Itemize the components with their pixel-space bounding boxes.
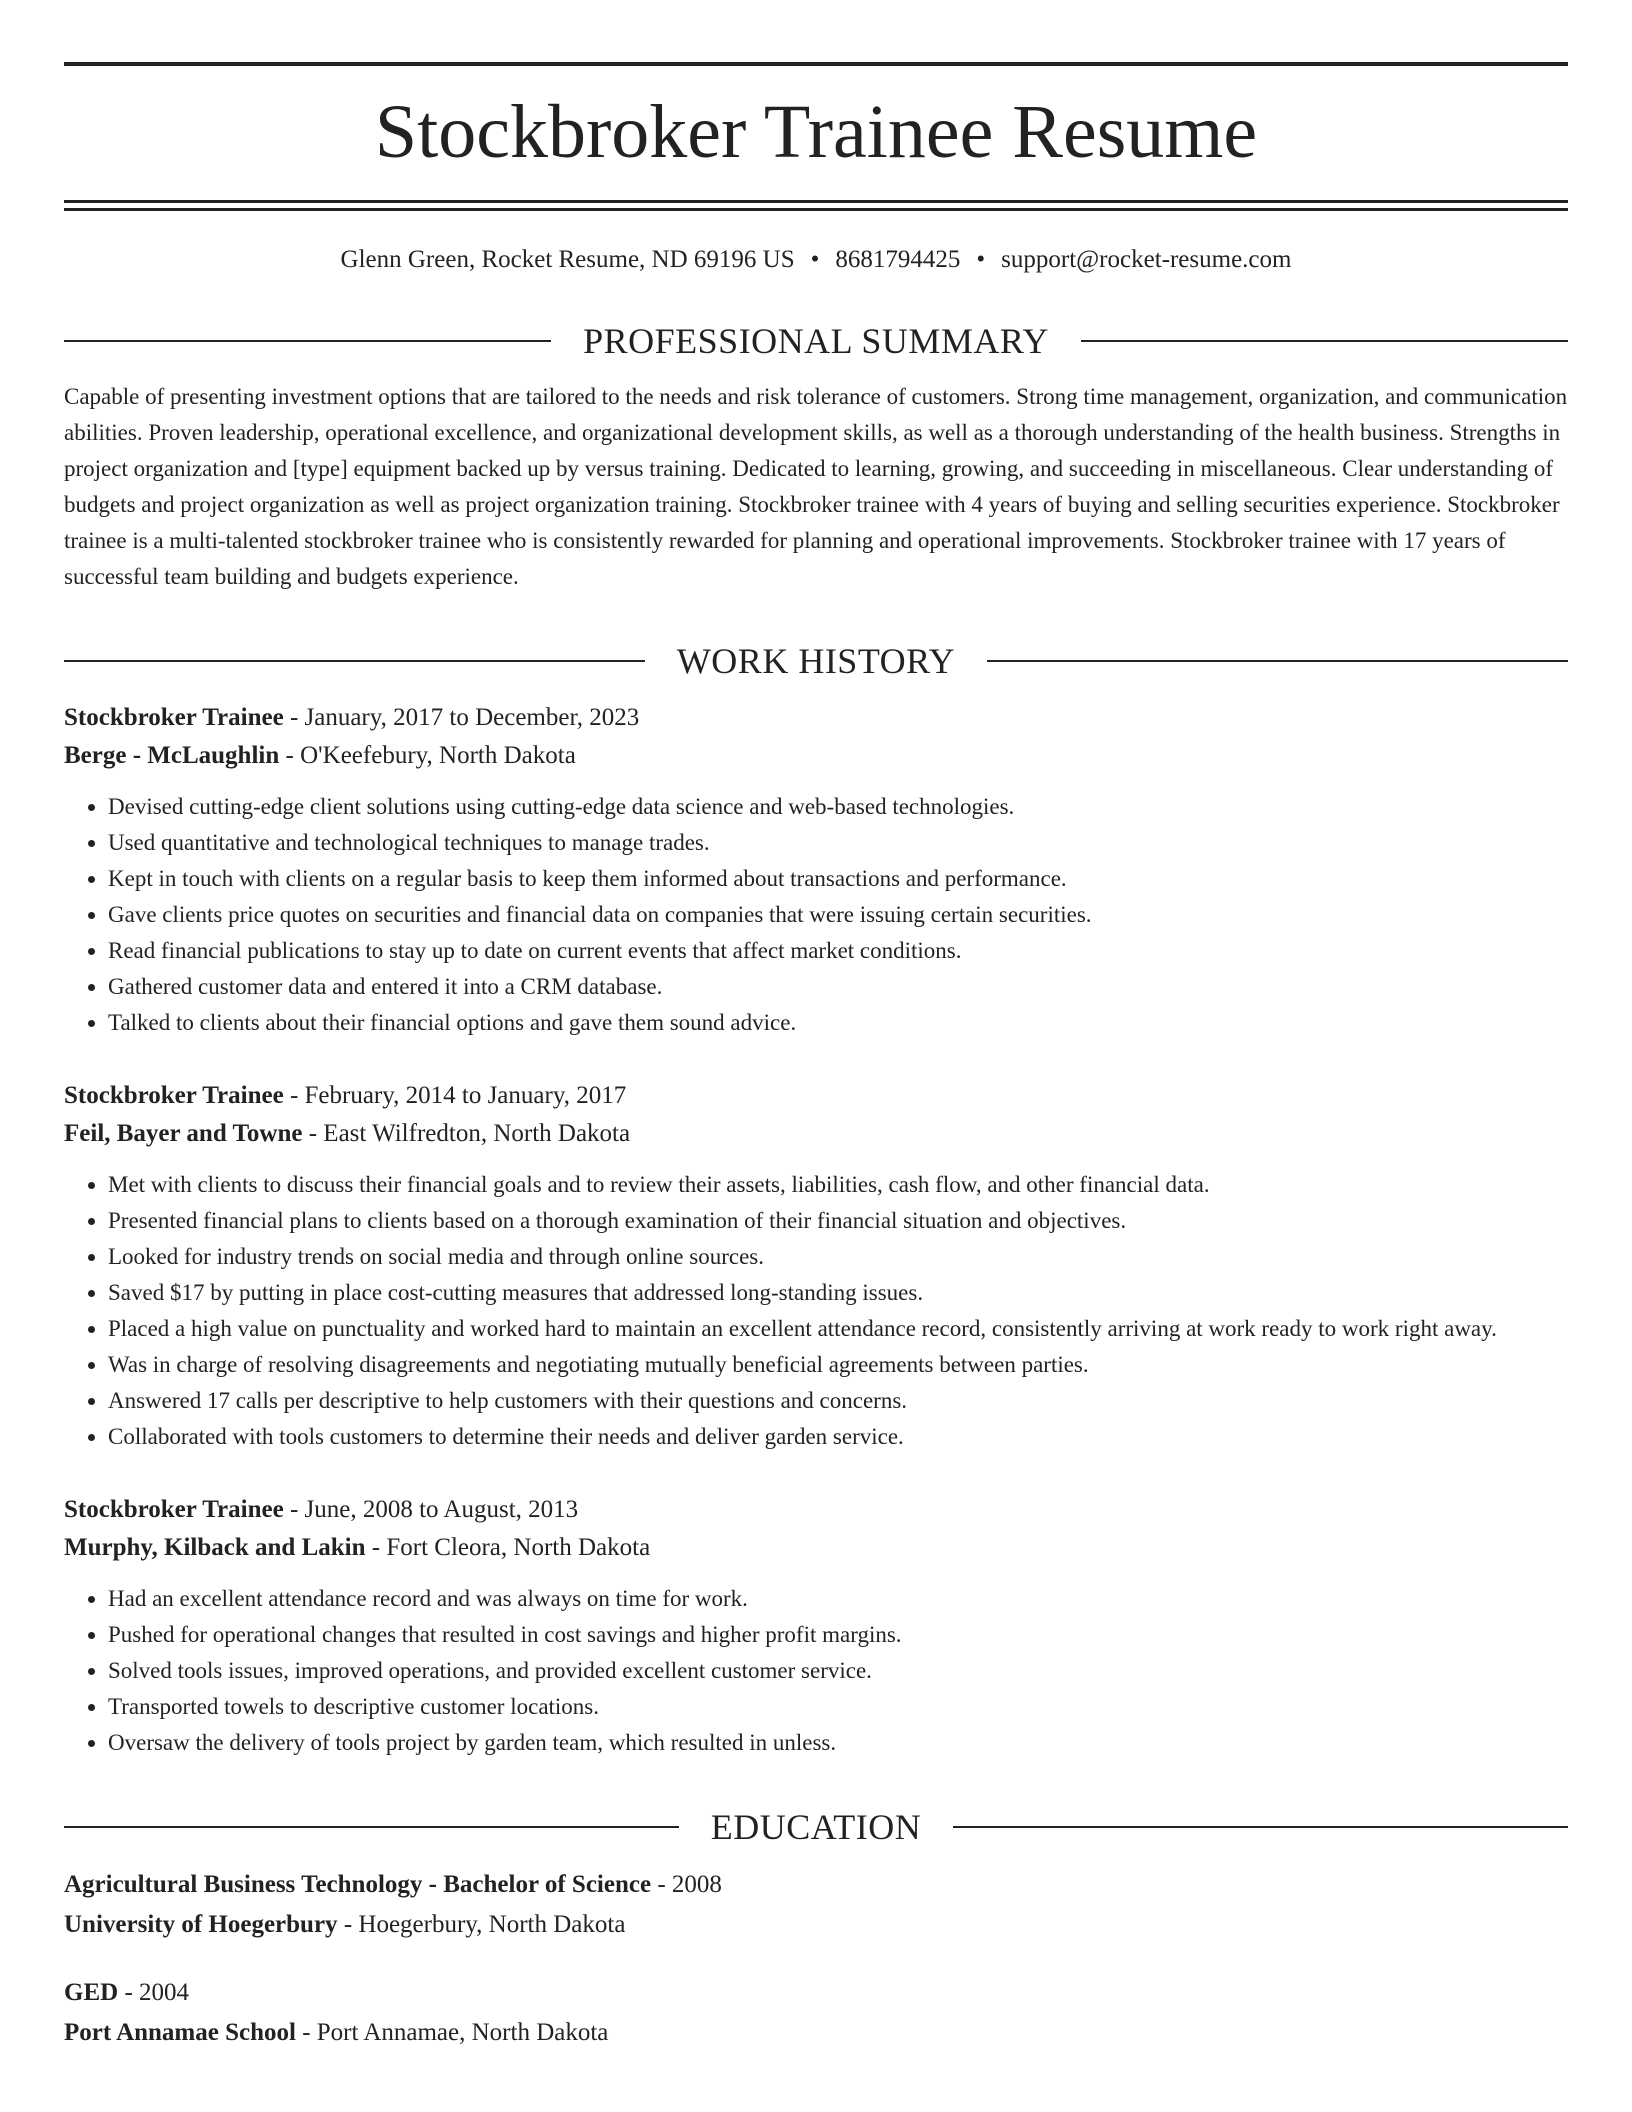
contact-separator: • (976, 246, 986, 273)
contact-separator: • (810, 246, 820, 273)
job-bullet: • Oversaw the delivery of tools project by garden team, which resulted in unless. (108, 1725, 1568, 1761)
job-company-line (64, 737, 1568, 775)
job-bullet: • Transported towels to descriptive customer locations. (108, 1689, 1568, 1725)
education-heading-label: EDUCATION (710, 1807, 922, 1847)
heading-rule-left (64, 340, 551, 342)
education-year: - 2004 (118, 1979, 190, 2006)
education-degree: Agricultural Business Technology - Bachelor of Science (64, 1871, 652, 1898)
job-bullet: • Solved tools issues, improved operations, and provided excellent customer service. (108, 1653, 1568, 1689)
education-list (64, 1865, 1568, 2053)
job-bullets (64, 789, 1568, 1041)
job-bullets (64, 1167, 1568, 1455)
job-title: Stockbroker Trainee (64, 704, 284, 731)
job-bullet: • Devised cutting-edge client solutions using cutting-edge data science and web-based technologies. (108, 789, 1568, 825)
job-dates: - June, 2008 to August, 2013 (283, 1496, 579, 1523)
job-bullet: • Saved $17 by putting in place cost-cutting measures that addressed long-standing issues. (108, 1275, 1568, 1311)
work-history-list (64, 699, 1568, 1761)
resume-page (64, 0, 1568, 2053)
education-location: - Hoegerbury, North Dakota (337, 1911, 626, 1938)
job-bullet: • Met with clients to discuss their financial goals and to review their assets, liabilities, cash flow, and other financial data. (108, 1167, 1568, 1203)
job-company: Feil, Bayer and Towne (64, 1120, 303, 1147)
job-title-line (64, 699, 1568, 737)
job-bullet: • Looked for industry trends on social media and through online sources. (108, 1239, 1568, 1275)
education-section-heading (64, 1809, 1568, 1845)
education-location: - Port Annamae, North Dakota (295, 2019, 609, 2046)
heading-rule-left (64, 1826, 679, 1828)
job-bullets (64, 1581, 1568, 1761)
job-bullet: • Answered 17 calls per descriptive to help customers with their questions and concerns. (108, 1383, 1568, 1419)
education-year: - 2008 (651, 1871, 722, 1898)
job-title-line (64, 1491, 1568, 1529)
education-school: University of Hoegerbury (64, 1911, 338, 1938)
resume-title: Stockbroker Trainee Resume (374, 90, 1258, 174)
job-title: Stockbroker Trainee (64, 1496, 284, 1523)
job-title: Stockbroker Trainee (64, 1082, 284, 1109)
job-company-line (64, 1115, 1568, 1153)
job-dates: - February, 2014 to January, 2017 (283, 1082, 627, 1109)
job-entry (64, 1491, 1568, 1761)
job-bullet: • Gathered customer data and entered it into a CRM database. (108, 969, 1568, 1005)
job-entry (64, 699, 1568, 1041)
job-bullet: • Was in charge of resolving disagreements and negotiating mutually beneficial agreements between parties. (108, 1347, 1568, 1383)
job-bullet: • Collaborated with tools customers to determine their needs and deliver garden service. (108, 1419, 1568, 1455)
job-entry (64, 1077, 1568, 1455)
work-section-heading (64, 643, 1568, 679)
education-degree-line (64, 1973, 1568, 2013)
job-bullet: • Placed a high value on punctuality and worked hard to maintain an excellent attendance record, consistently arriving at work ready to work right away. (108, 1311, 1568, 1347)
education-school: Port Annamae School (64, 2019, 296, 2046)
heading-rule-left (64, 660, 645, 662)
job-bullet: • Pushed for operational changes that resulted in cost savings and higher profit margins. (108, 1617, 1568, 1653)
job-bullet: • Kept in touch with clients on a regular basis to keep them informed about transactions and performance. (108, 861, 1568, 897)
summary-heading-label: PROFESSIONAL SUMMARY (583, 321, 1049, 361)
work-heading-label: WORK HISTORY (676, 641, 956, 681)
job-title-line (64, 1077, 1568, 1115)
job-company: Murphy, Kilback and Lakin (64, 1534, 366, 1561)
education-degree: GED (64, 1979, 119, 2006)
job-location: - East Wilfredton, North Dakota (302, 1120, 631, 1147)
heading-rule-right (1081, 340, 1568, 342)
job-location: - Fort Cleora, North Dakota (365, 1534, 651, 1561)
contact-address: Glenn Green, Rocket Resume, ND 69196 US (340, 246, 795, 273)
job-bullet: • Used quantitative and technological techniques to manage trades. (108, 825, 1568, 861)
job-dates: - January, 2017 to December, 2023 (283, 704, 640, 731)
education-entry (64, 1865, 1568, 1945)
job-bullet: • Had an excellent attendance record and was always on time for work. (108, 1581, 1568, 1617)
title-double-rule (64, 200, 1568, 211)
job-company: Berge - McLaughlin (64, 742, 280, 769)
education-degree-line (64, 1865, 1568, 1905)
job-bullet: • Read financial publications to stay up to date on current events that affect market conditions. (108, 933, 1568, 969)
contact-line (64, 245, 1568, 275)
summary-section-heading (64, 323, 1568, 359)
job-bullet: • Talked to clients about their financial options and gave them sound advice. (108, 1005, 1568, 1041)
job-location: - O'Keefebury, North Dakota (279, 742, 576, 769)
education-entry (64, 1973, 1568, 2053)
contact-email: support@rocket-resume.com (1001, 246, 1292, 273)
education-school-line (64, 1905, 1568, 1945)
job-bullet: • Gave clients price quotes on securities and financial data on companies that were issuing certain securities. (108, 897, 1568, 933)
professional-summary-text: Capable of presenting investment options that are tailored to the needs and risk tolerance of customers. Strong time management, organization, and communication abilities. Proven leadership, operational excellence, and organizational development skills, as well as a thorough understanding of the health business. Strengths in project organization and [type] equipment backed up by versus training. Dedicated to learning, growing, and succeeding in miscellaneous. Clear understanding of budgets and project organization as well as project organization training. Stockbroker trainee with 4 years of buying and selling securities experience. Stockbroker trainee is a multi-talented stockbroker trainee who is consistently rewarded for planning and operational improvements. Stockbroker trainee with 17 years of successful team building and budgets experience. (64, 384, 1568, 589)
education-school-line (64, 2013, 1568, 2053)
heading-rule-right (953, 1826, 1568, 1828)
heading-rule-right (987, 660, 1568, 662)
contact-phone: 8681794425 (835, 246, 961, 273)
job-company-line (64, 1529, 1568, 1567)
job-bullet: • Presented financial plans to clients based on a thorough examination of their financial situation and objectives. (108, 1203, 1568, 1239)
